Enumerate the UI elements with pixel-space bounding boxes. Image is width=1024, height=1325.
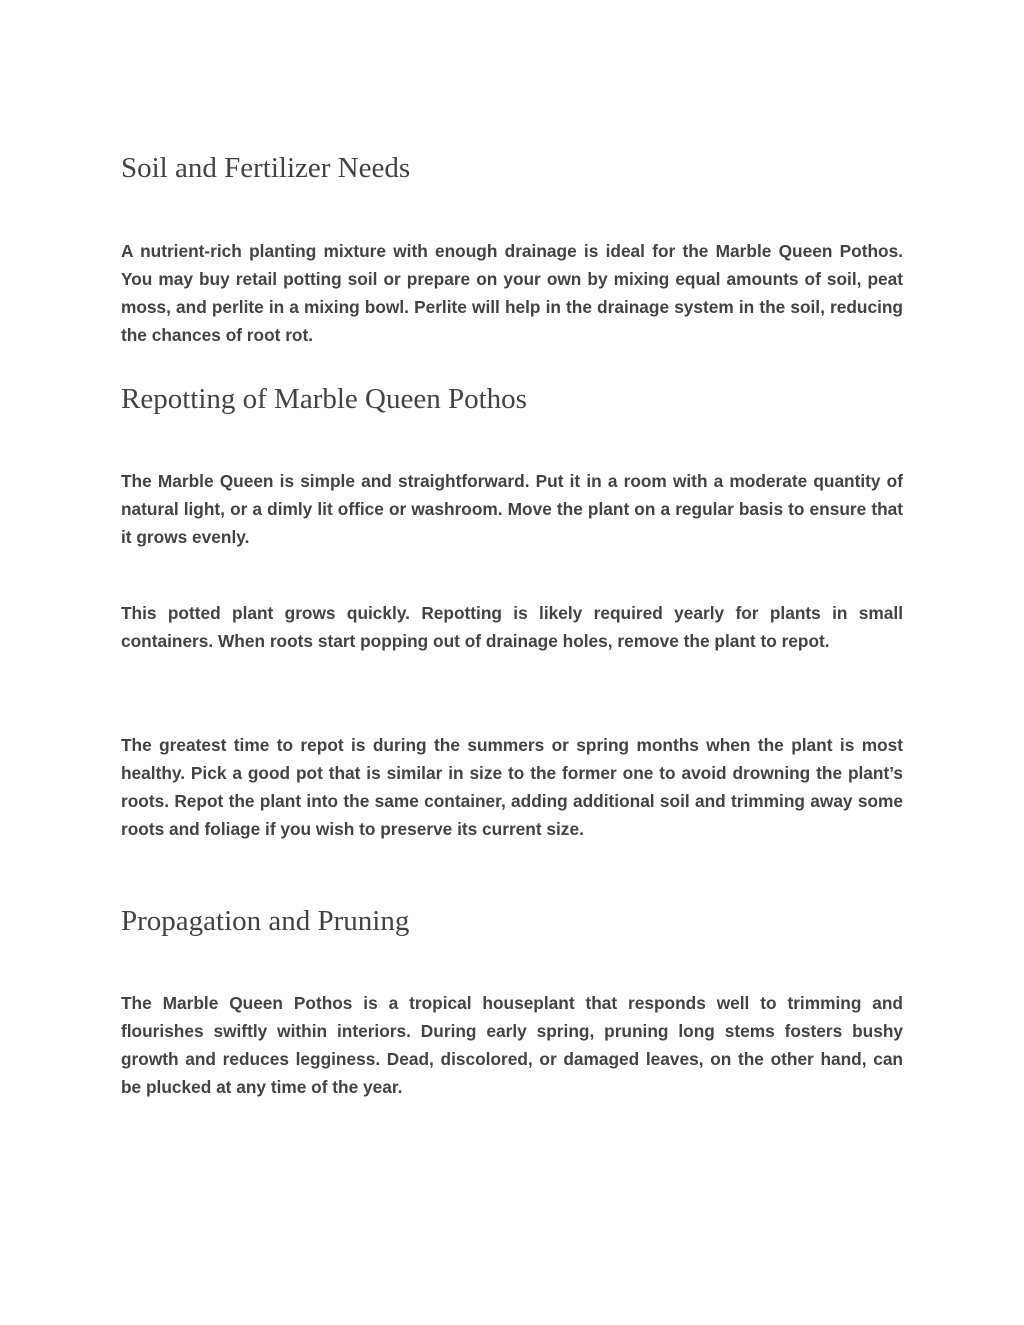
section-heading-propagation-and-pruning: Propagation and Pruning	[121, 905, 410, 937]
paragraph-soil-mixture: A nutrient-rich planting mixture with enough drainage is ideal for the Marble Queen Pothos. You may buy retail potting soil or prepare on your own by mixing equal amounts of soil, peat moss, and perlite in a mixing bowl. Perlite will help in the drainage system in the soil, reducing the chances of root rot.	[121, 241, 903, 345]
paragraph-repotting-frequency: This potted plant grows quickly. Repotting is likely required yearly for plants in small containers. When roots start popping out of drainage holes, remove the plant to repot.	[121, 603, 903, 651]
section-heading-repotting: Repotting of Marble Queen Pothos	[121, 383, 527, 415]
paragraph-pruning: The Marble Queen Pothos is a tropical houseplant that responds well to trimming and flourishes swiftly within interiors. During early spring, pruning long stems fosters bushy growth and reduces legginess. Dead, discolored, or damaged leaves, on the other hand, can be plucked at any time of the year.	[121, 993, 903, 1097]
paragraph-repotting-timing: The greatest time to repot is during the summers or spring months when the plant is most healthy. Pick a good pot that is similar in size to the former one to avoid drowning the plant’s roots. Repot the plant into the same container, adding additional soil and trimming away some roots and foliage if you wish to preserve its current size.	[121, 735, 903, 839]
paragraph-repotting-placement: The Marble Queen is simple and straightforward. Put it in a room with a moderate quantity of natural light, or a dimly lit office or washroom. Move the plant on a regular basis to ensure that it grows evenly.	[121, 471, 903, 547]
section-heading-soil-and-fertilizer: Soil and Fertilizer Needs	[121, 152, 411, 184]
